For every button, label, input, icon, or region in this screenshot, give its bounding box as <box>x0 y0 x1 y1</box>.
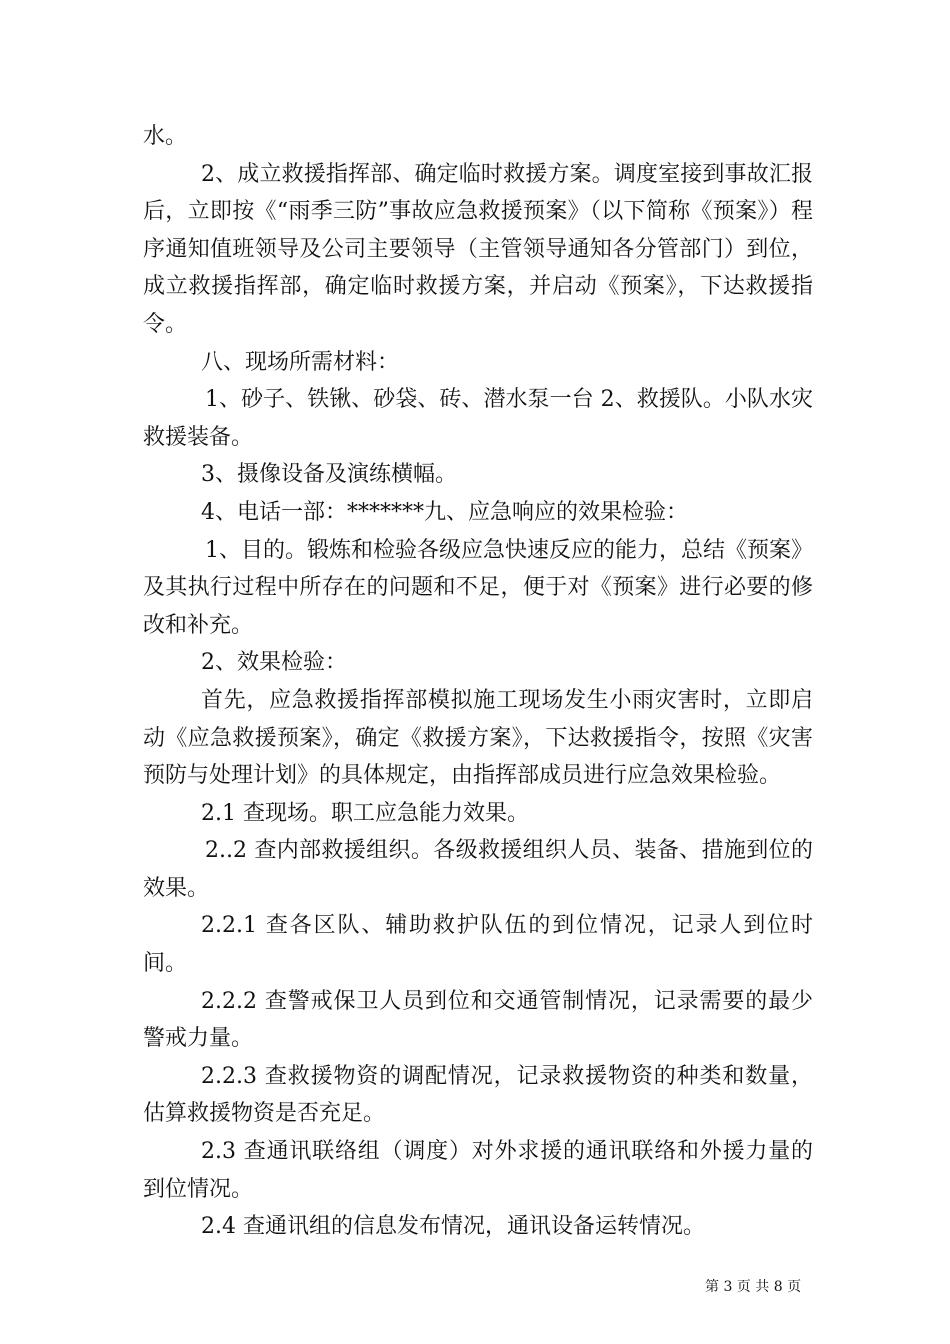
paragraph-purpose: 1、目的。锻炼和检验各级应急快速反应的能力，总结《预案》及其执行过程中所存在的问题和不足，便于对《预案》进行必要的修改和补充。 <box>143 537 813 638</box>
paragraph-materials-3: 3、摄像设备及演练横幅。 <box>201 462 457 488</box>
paragraph-2-2-2: 2.2.2 查警戒保卫人员到位和交通管制情况，记录需要的最少警戒力量。 <box>143 988 813 1052</box>
paragraph-effect-check-heading: 2、效果检验： <box>201 650 347 676</box>
paragraph-2-2-1: 2.2.1 查各区队、辅助救护队伍的到位情况，记录人到位时间。 <box>143 913 813 977</box>
paragraph-2-1: 2.1 查现场。职工应急能力效果。 <box>201 800 529 826</box>
paragraph-step-2: 2、成立救援指挥部、确定临时救援方案。调度室接到事故汇报后，立即按《“雨季三防”事故应急救援预案》（以下简称《预案》）程序通知值班领导及公司主要领导（主管领导通知各分管部门）到位，成立救援指挥部，确定临时救援方案，并启动《预案》，下达救援指令。 <box>143 161 813 337</box>
paragraph-continuation: 水。 <box>143 124 188 149</box>
paragraph-2-2: 2..2 查内部救援组织。各级救援组织人员、装备、措施到位的效果。 <box>143 838 813 901</box>
page-number-footer: 第 3 页 共 8 页 <box>705 1279 802 1295</box>
paragraph-2-4: 2.4 查通讯组的信息发布情况，通讯设备运转情况。 <box>201 1214 705 1240</box>
paragraph-2-2-3: 2.2.3 查救援物资的调配情况，记录救援物资的种类和数量，估算救援物资是否充足。 <box>143 1063 813 1127</box>
paragraph-materials-4: 4、电话一部：*******九、应急响应的效果检验： <box>201 499 688 525</box>
paragraph-first: 首先，应急救援指挥部模拟施工现场发生小雨灾害时，立即启动《应急救援预案》，确定《救援方案》，下达救援指令，按照《灾害预防与处理计划》的具体规定，由指挥部成员进行应急效果检验。 <box>143 687 813 789</box>
section-heading-materials: 八、现场所需材料： <box>201 349 400 375</box>
paragraph-2-3: 2.3 查通讯联络组（调度）对外求援的通讯联络和外援力量的到位情况。 <box>143 1139 813 1202</box>
paragraph-materials-1: 1、砂子、铁锹、砂袋、砖、潜水泵一台 2、救援队。小队水灾救援装备。 <box>143 387 813 450</box>
body-text <box>143 118 813 1246</box>
